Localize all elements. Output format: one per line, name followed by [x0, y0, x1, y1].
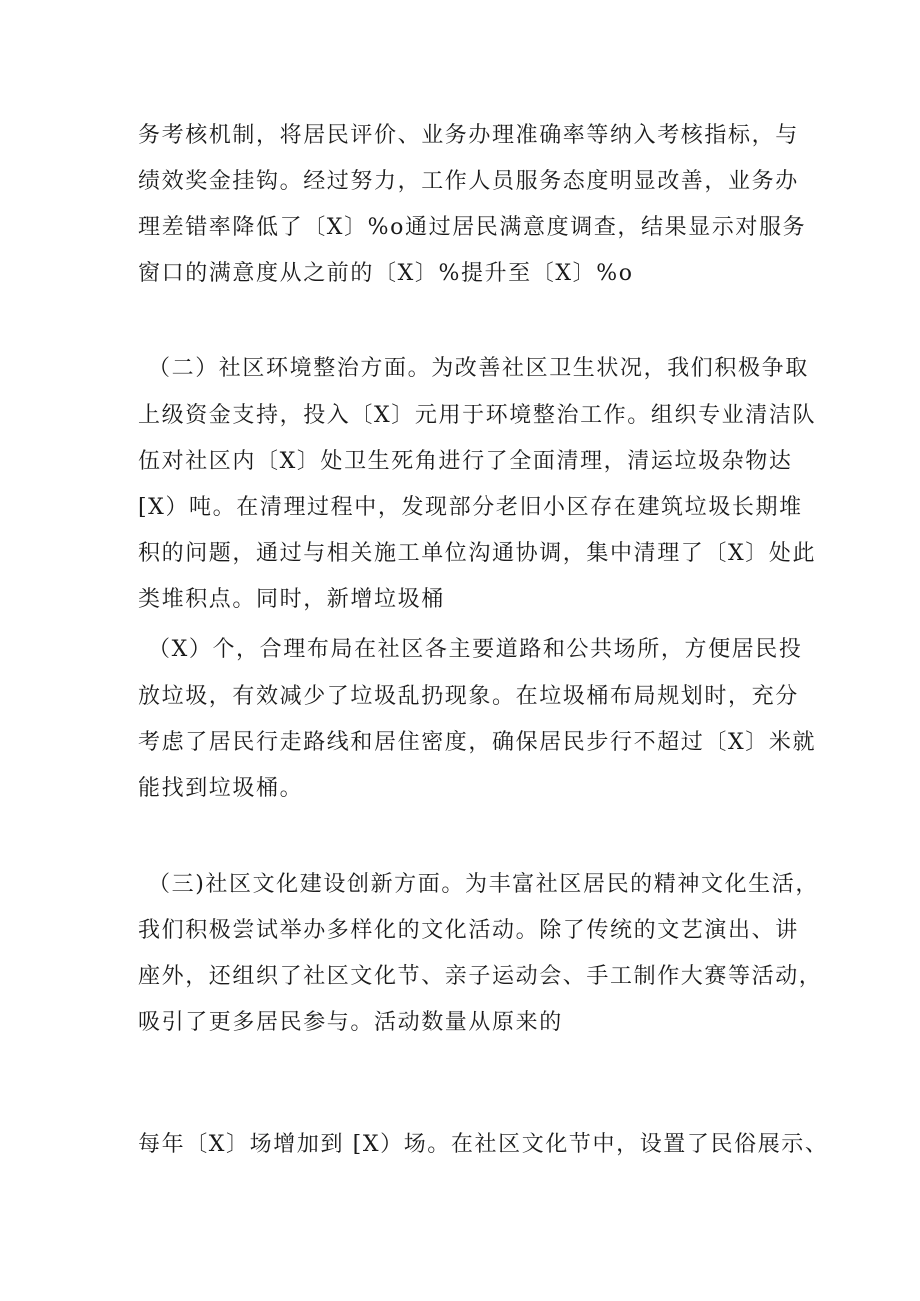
text-line: 每年〔X〕场增加到 [X）场。在社区文化节中，设置了民俗展示、: [138, 1132, 829, 1157]
text-line: 类堆积点。同时，新增垃圾桶: [138, 587, 445, 612]
text-line: 务考核机制，将居民评价、业务办理准确率等纳入考核指标，与: [138, 123, 799, 148]
text-line: 上级资金支持，投入〔X〕元用于环境整治工作。组织专业清洁队: [138, 403, 817, 428]
section-heading-line: （二）社区环境整治方面。为改善社区卫生状况，我们积极争取: [148, 356, 809, 381]
text-line: 绩效奖金挂钩。经过努力，工作人员服务态度明显改善，业务办: [138, 169, 799, 194]
text-line: 放垃圾，有效减少了垃圾乱扔现象。在垃圾桶布局规划时，充分: [138, 684, 799, 709]
text-line: 伍对社区内〔X〕处卫生死角进行了全面清理，清运垃圾杂物达: [138, 449, 793, 474]
text-line: 座外，还组织了社区文化节、亲子运动会、手工制作大赛等活动，: [138, 964, 823, 989]
text-line: 积的问题，通过与相关施工单位沟通协调，集中清理了〔X〕处此: [138, 541, 817, 566]
text-line: 窗口的满意度从之前的〔X〕%提升至〔X〕%o: [138, 261, 634, 286]
text-line: [X）吨。在清理过程中，发现部分老旧小区存在建筑垃圾长期堆: [138, 495, 803, 520]
text-line: 我们积极尝试举办多样化的文化活动。除了传统的文艺演出、讲: [138, 918, 799, 943]
text-line: 理差错率降低了〔X〕%o通过居民满意度调查，结果显示对服务: [138, 215, 807, 240]
text-line: 吸引了更多居民参与。活动数量从原来的: [138, 1010, 563, 1035]
text-line: （X）个，合理布局在社区各主要道路和公共场所，方便居民投: [148, 637, 803, 662]
text-line: 能找到垃圾桶。: [138, 776, 304, 801]
section-heading-line: （三)社区文化建设创新方面。为丰富社区居民的精神文化生活，: [148, 872, 819, 897]
text-line: 考虑了居民行走路线和居住密度，确保居民步行不超过〔X〕米就: [138, 730, 817, 755]
